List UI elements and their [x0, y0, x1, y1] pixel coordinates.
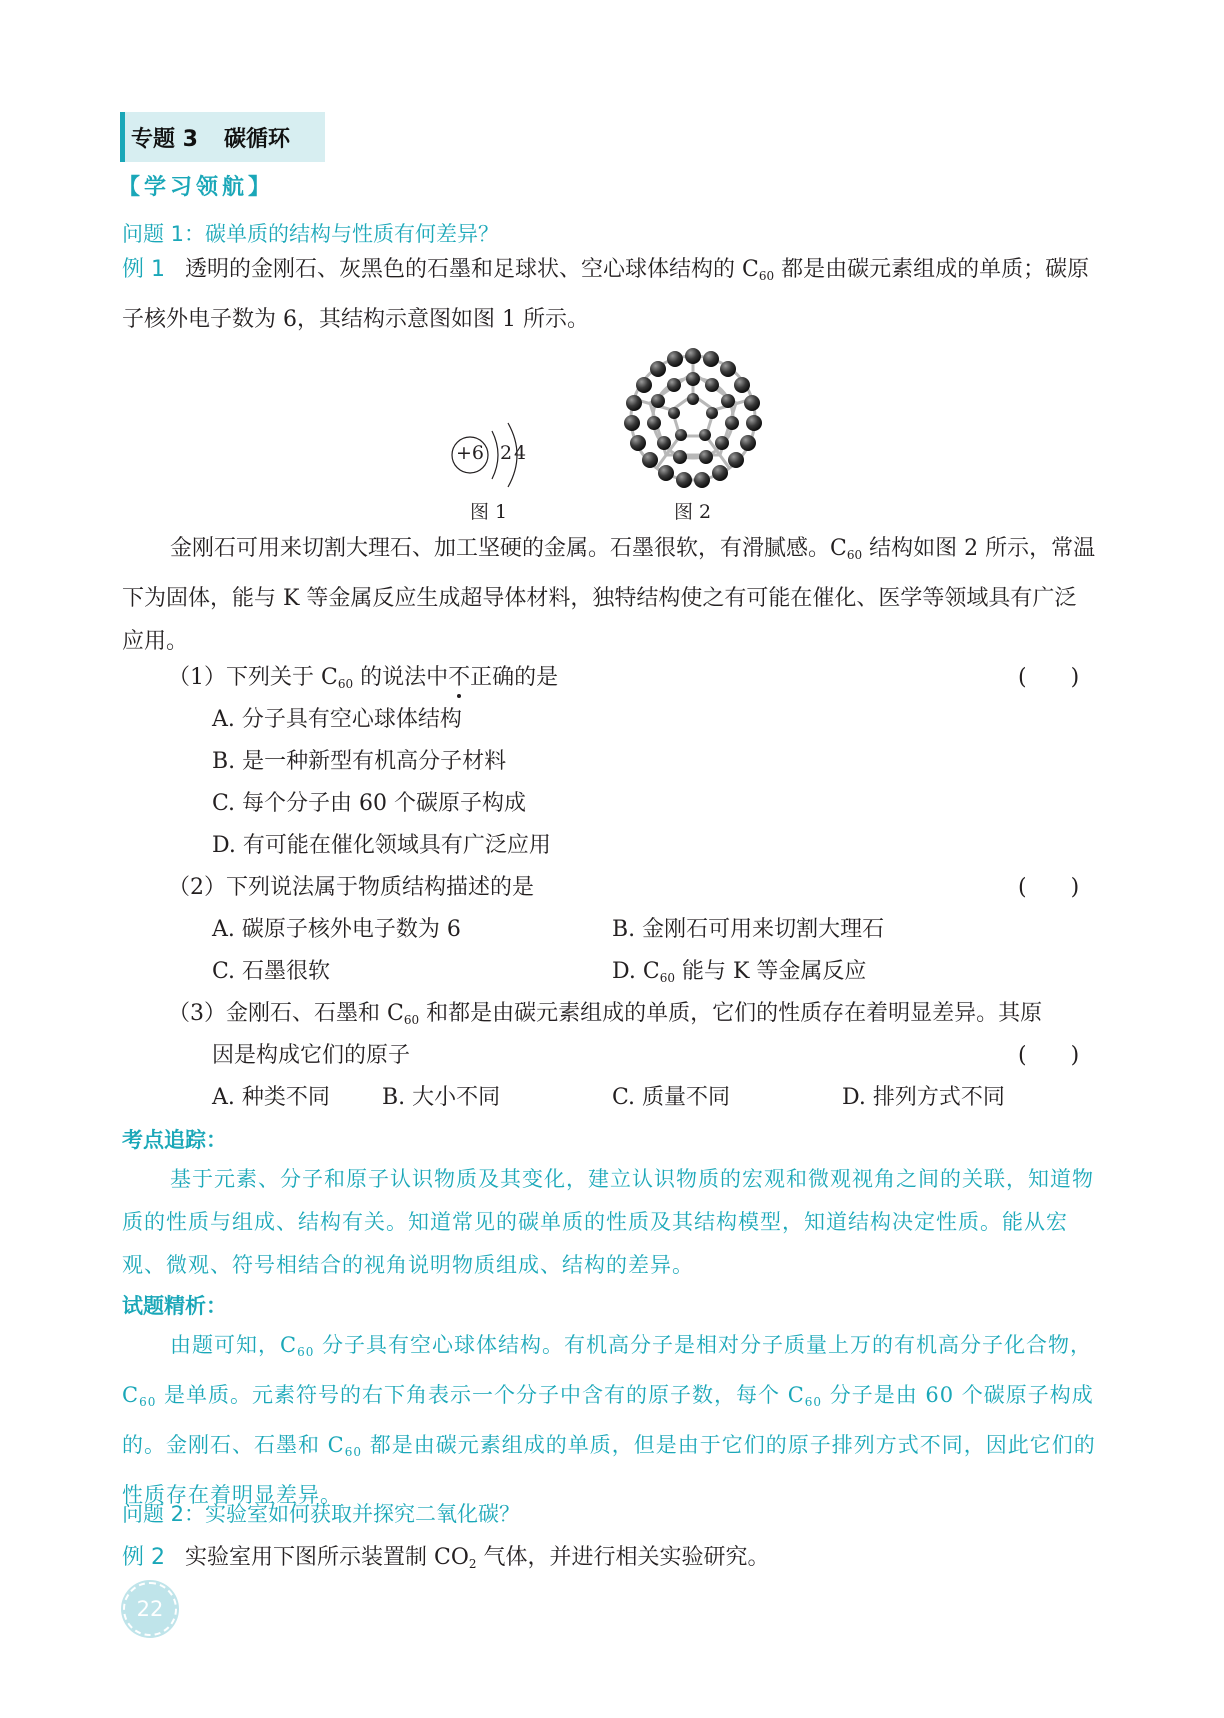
subquestion-1-option-a[interactable]: A. 分子具有空心球体结构 — [212, 707, 462, 732]
subquestion-2-option-d[interactable]: D. $C_{60}$ 能与 K 等金属反应 — [612, 959, 867, 985]
page-number-badge — [123, 1582, 177, 1636]
figure-2-caption: 图 2 — [674, 501, 712, 523]
example-1-label: 例 1 — [122, 257, 165, 282]
answer-bracket-3[interactable] — [1018, 1038, 1079, 1069]
shell-2-electrons: 4 — [514, 442, 527, 464]
answer-bracket-2[interactable] — [1018, 870, 1079, 901]
topic-title-box — [120, 112, 325, 162]
page-number: 22 — [136, 1597, 164, 1621]
jingxi-label: 试题精析： — [122, 1294, 227, 1318]
kaodian-text: 基于元素、分子和原子认识物质及其变化，建立认识物质的宏观和微观视角之间的关联，知道物质的性质与组成、结构有关。知道常见的碳单质的性质及其结构模型，知道结构决定性质。能从宏观、微观、符号相结合的视角说明物质组成、结构的差异。 — [122, 1167, 1094, 1277]
c60-description-paragraph: 金刚石可用来切割大理石、加工坚硬的金属。石墨很软，有滑腻感。$C_{60}$ 结构如图 2 所示，常温下为固体，能与 K 等金属反应生成超导体材料，独特结构使之有可能在催化、医学等领域具有广泛应用。 — [122, 536, 1096, 654]
nucleus-charge: +6 — [456, 442, 485, 464]
section-label: 【学习领航】 — [118, 175, 275, 200]
figure-1-caption: 图 1 — [470, 501, 508, 523]
subquestion-3-stem-line-2: 因是构成它们的原子 — [212, 1043, 411, 1068]
subquestion-2-option-b[interactable]: B. 金刚石可用来切割大理石 — [612, 917, 885, 942]
subquestion-2-option-c[interactable]: C. 石墨很软 — [212, 959, 331, 984]
example-2-label: 例 2 — [122, 1545, 165, 1570]
subquestion-3-stem-line-1: （3）金刚石、石墨和 $C_{60}$ 和都是由碳元素组成的单质，它们的性质存在着明显差异。其原 — [168, 1001, 1043, 1027]
subquestion-2-stem: （2）下列说法属于物质结构描述的是 — [168, 875, 534, 900]
jingxi-text: 由题可知，$C_{60}$ 分子具有空心球体结构。有机高分子是相对分子质量上万的有机高分子化合物，$C_{60}$ 是单质。元素符号的右下角表示一个分子中含有的原子数，每个 $C_{60}$ 分子是由 60 个碳原子构成的。金刚石、石墨和 $C_{60}$ 都是由碳元素组成的单质，但是由于它们的原子排列方式不同，因此它们的性质存在着明显差异。 — [122, 1333, 1096, 1507]
answer-bracket-1[interactable] — [1018, 660, 1079, 691]
shell-1-electrons: 2 — [500, 442, 513, 464]
example-1-intro: 例 1 透明的金刚石、灰黑色的石墨和足球状、空心球体结构的 $C_{60}$ 都是由碳元素组成的单质；碳原子核外电子数为 6，其结构示意图如图 1 所示。 — [122, 257, 1090, 332]
kaodian-label: 考点追踪： — [122, 1128, 227, 1152]
c60-molecule-image — [618, 343, 768, 493]
shell-arc-1 — [492, 431, 498, 479]
subquestion-3-option-b[interactable]: B. 大小不同 — [382, 1085, 501, 1110]
subquestion-3-option-d[interactable]: D. 排列方式不同 — [842, 1085, 1005, 1110]
topic-name: 碳循环 — [223, 126, 290, 152]
subquestion-1-option-c[interactable]: C. 每个分子由 60 个碳原子构成 — [212, 791, 527, 816]
topic-number: 专题 3 — [131, 126, 198, 152]
question-2-title: 问题 2：实验室如何获取并探究二氧化碳？ — [122, 1502, 521, 1526]
subquestion-3-option-c[interactable]: C. 质量不同 — [612, 1085, 731, 1110]
subquestion-2-option-a[interactable]: A. 碳原子核外电子数为 6 — [212, 917, 461, 942]
subquestion-3-option-a[interactable]: A. 种类不同 — [212, 1085, 330, 1110]
subquestion-1-option-b[interactable]: B. 是一种新型有机高分子材料 — [212, 749, 507, 774]
emphasis-dot-char: 不 — [448, 665, 471, 690]
example-2-text: 例 2 实验室用下图所示装置制 $CO_2$ 气体，并进行相关实验研究。 — [122, 1545, 770, 1571]
subquestion-1-option-d[interactable]: D. 有可能在催化领域具有广泛应用 — [212, 833, 551, 858]
question-1-title: 问题 1：碳单质的结构与性质有何差异？ — [122, 222, 500, 246]
subquestion-1-stem: （1）下列关于 $C_{60}$ 的说法中不正确的是 — [168, 665, 559, 691]
